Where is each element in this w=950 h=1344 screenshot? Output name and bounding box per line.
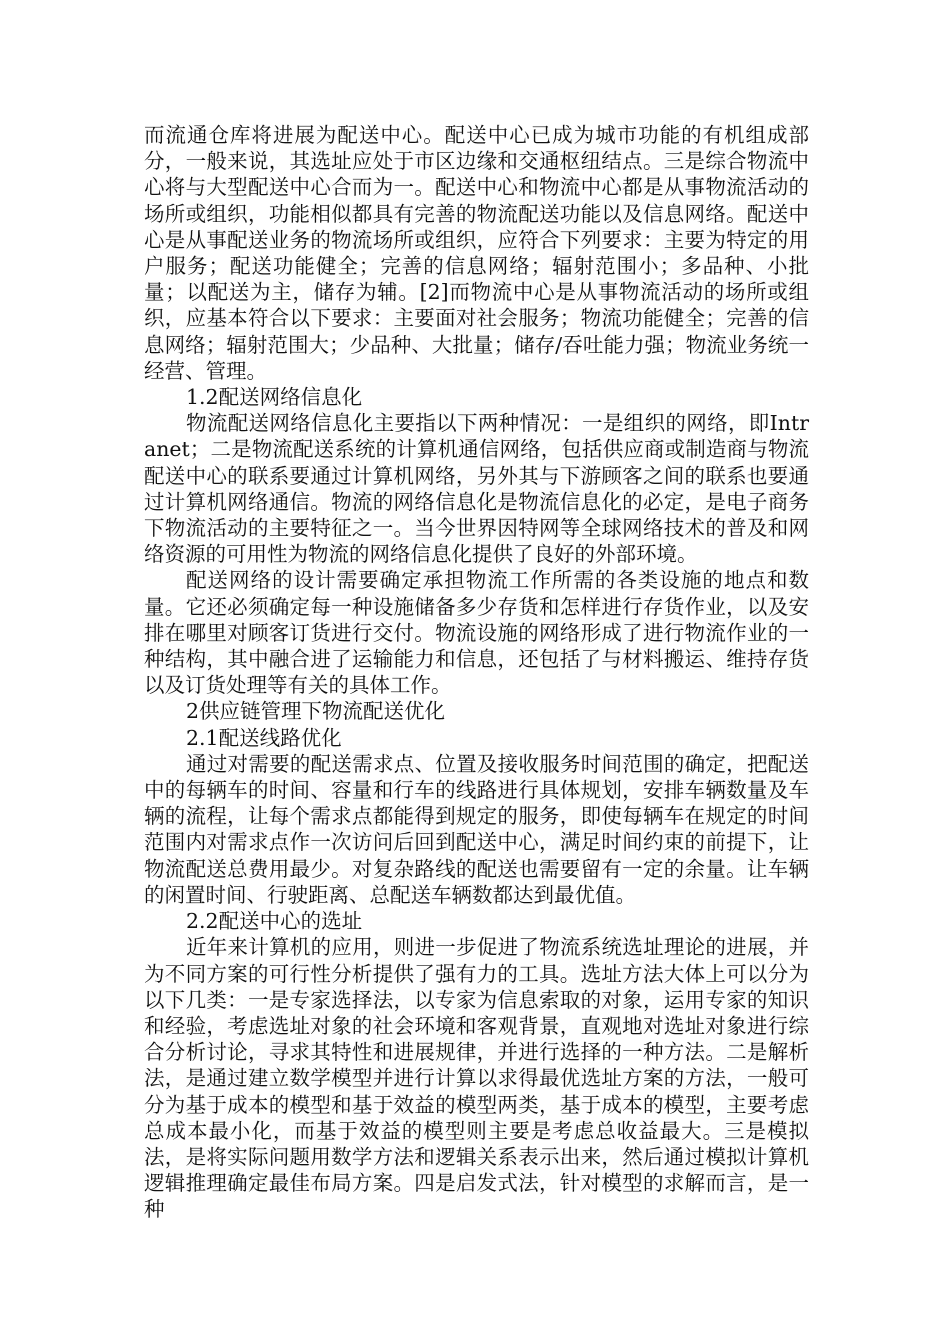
body-paragraph: 而流通仓库将进展为配送中心。配送中心已成为城市功能的有机组成部分，一般来说，其选址应处于市区边缘和交通枢纽结点。三是综合物流中心将与大型配送中心合而为一。配送中心和物流中心都是从事物流活动的场所或组织，功能相似都具有完善的物流配送功能以及信息网络。配送中心是从事配送业务的物流场所或组织，应符合下列要求：主要为特定的用户服务；配送功能健全；完善的信息网络；辐射范围小；多品种、小批量；以配送为主，储存为辅。[2]而物流中心是从事物流活动的场所或组织，应基本符合以下要求：主要面对社会服务；物流功能健全；完善的信息网络；辐射范围大；少品种、大批量；储存/吞吐能力强；物流业务统一经营、管理。 <box>144 123 809 383</box>
document-page <box>144 122 809 1223</box>
section-heading: 1.2配送网络信息化 <box>186 385 363 410</box>
section-heading: 2.2配送中心的选址 <box>186 909 363 934</box>
section-heading: 2.1配送线路优化 <box>186 725 342 750</box>
body-paragraph: 物流配送网络信息化主要指以下两种情况：一是组织的网络，即Intranet；二是物流配送系统的计算机通信网络，包括供应商或制造商与物流配送中心的联系要通过计算机网络，另外其与下游顾客之间的联系也要通过计算机网络通信。物流的网络信息化是物流信息化的必定，是电子商务下物流活动的主要特征之一。当今世界因特网等全球网络技术的普及和网络资源的可用性为物流的网络信息化提供了良好的外部环境。 <box>144 411 809 567</box>
body-paragraph: 配送网络的设计需要确定承担物流工作所需的各类设施的地点和数量。它还必须确定每一种设施储备多少存货和怎样进行存货作业，以及安排在哪里对顾客订货进行交付。物流设施的网络形成了进行物流作业的一种结构，其中融合进了运输能力和信息，还包括了与材料搬运、维持存货以及订货处理等有关的具体工作。 <box>144 568 809 698</box>
section-heading: 2供应链管理下物流配送优化 <box>186 699 446 724</box>
body-paragraph: 通过对需要的配送需求点、位置及接收服务时间范围的确定，把配送中的每辆车的时间、容量和行车的线路进行具体规划，安排车辆数量及车辆的流程，让每个需求点都能得到规定的服务，即使每辆车在规定的时间范围内对需求点作一次访问后回到配送中心，满足时间约束的前提下，让物流配送总费用最少。对复杂路线的配送也需要留有一定的余量。让车辆的闲置时间、行驶距离、总配送车辆数都达到最优值。 <box>144 751 809 907</box>
body-paragraph: 近年来计算机的应用，则进一步促进了物流系统选址理论的进展，并为不同方案的可行性分析提供了强有力的工具。选址方法大体上可以分为以下几类：一是专家选择法，以专家为信息索取的对象，运用专家的知识和经验，考虑选址对象的社会环境和客观背景，直观地对选址对象进行综合分析讨论，寻求其特性和进展规律，并进行选择的一种方法。二是解析法，是通过建立数学模型并进行计算以求得最优选址方案的方法，一般可分为基于成本的模型和基于效益的模型两类，基于成本的模型，主要考虑总成本最小化，而基于效益的模型则主要是考虑总收益最大。三是模拟法，是将实际问题用数学方法和逻辑关系表示出来，然后通过模拟计算机逻辑推理确定最佳布局方案。四是启发式法，针对模型的求解而言，是一种 <box>144 935 809 1222</box>
